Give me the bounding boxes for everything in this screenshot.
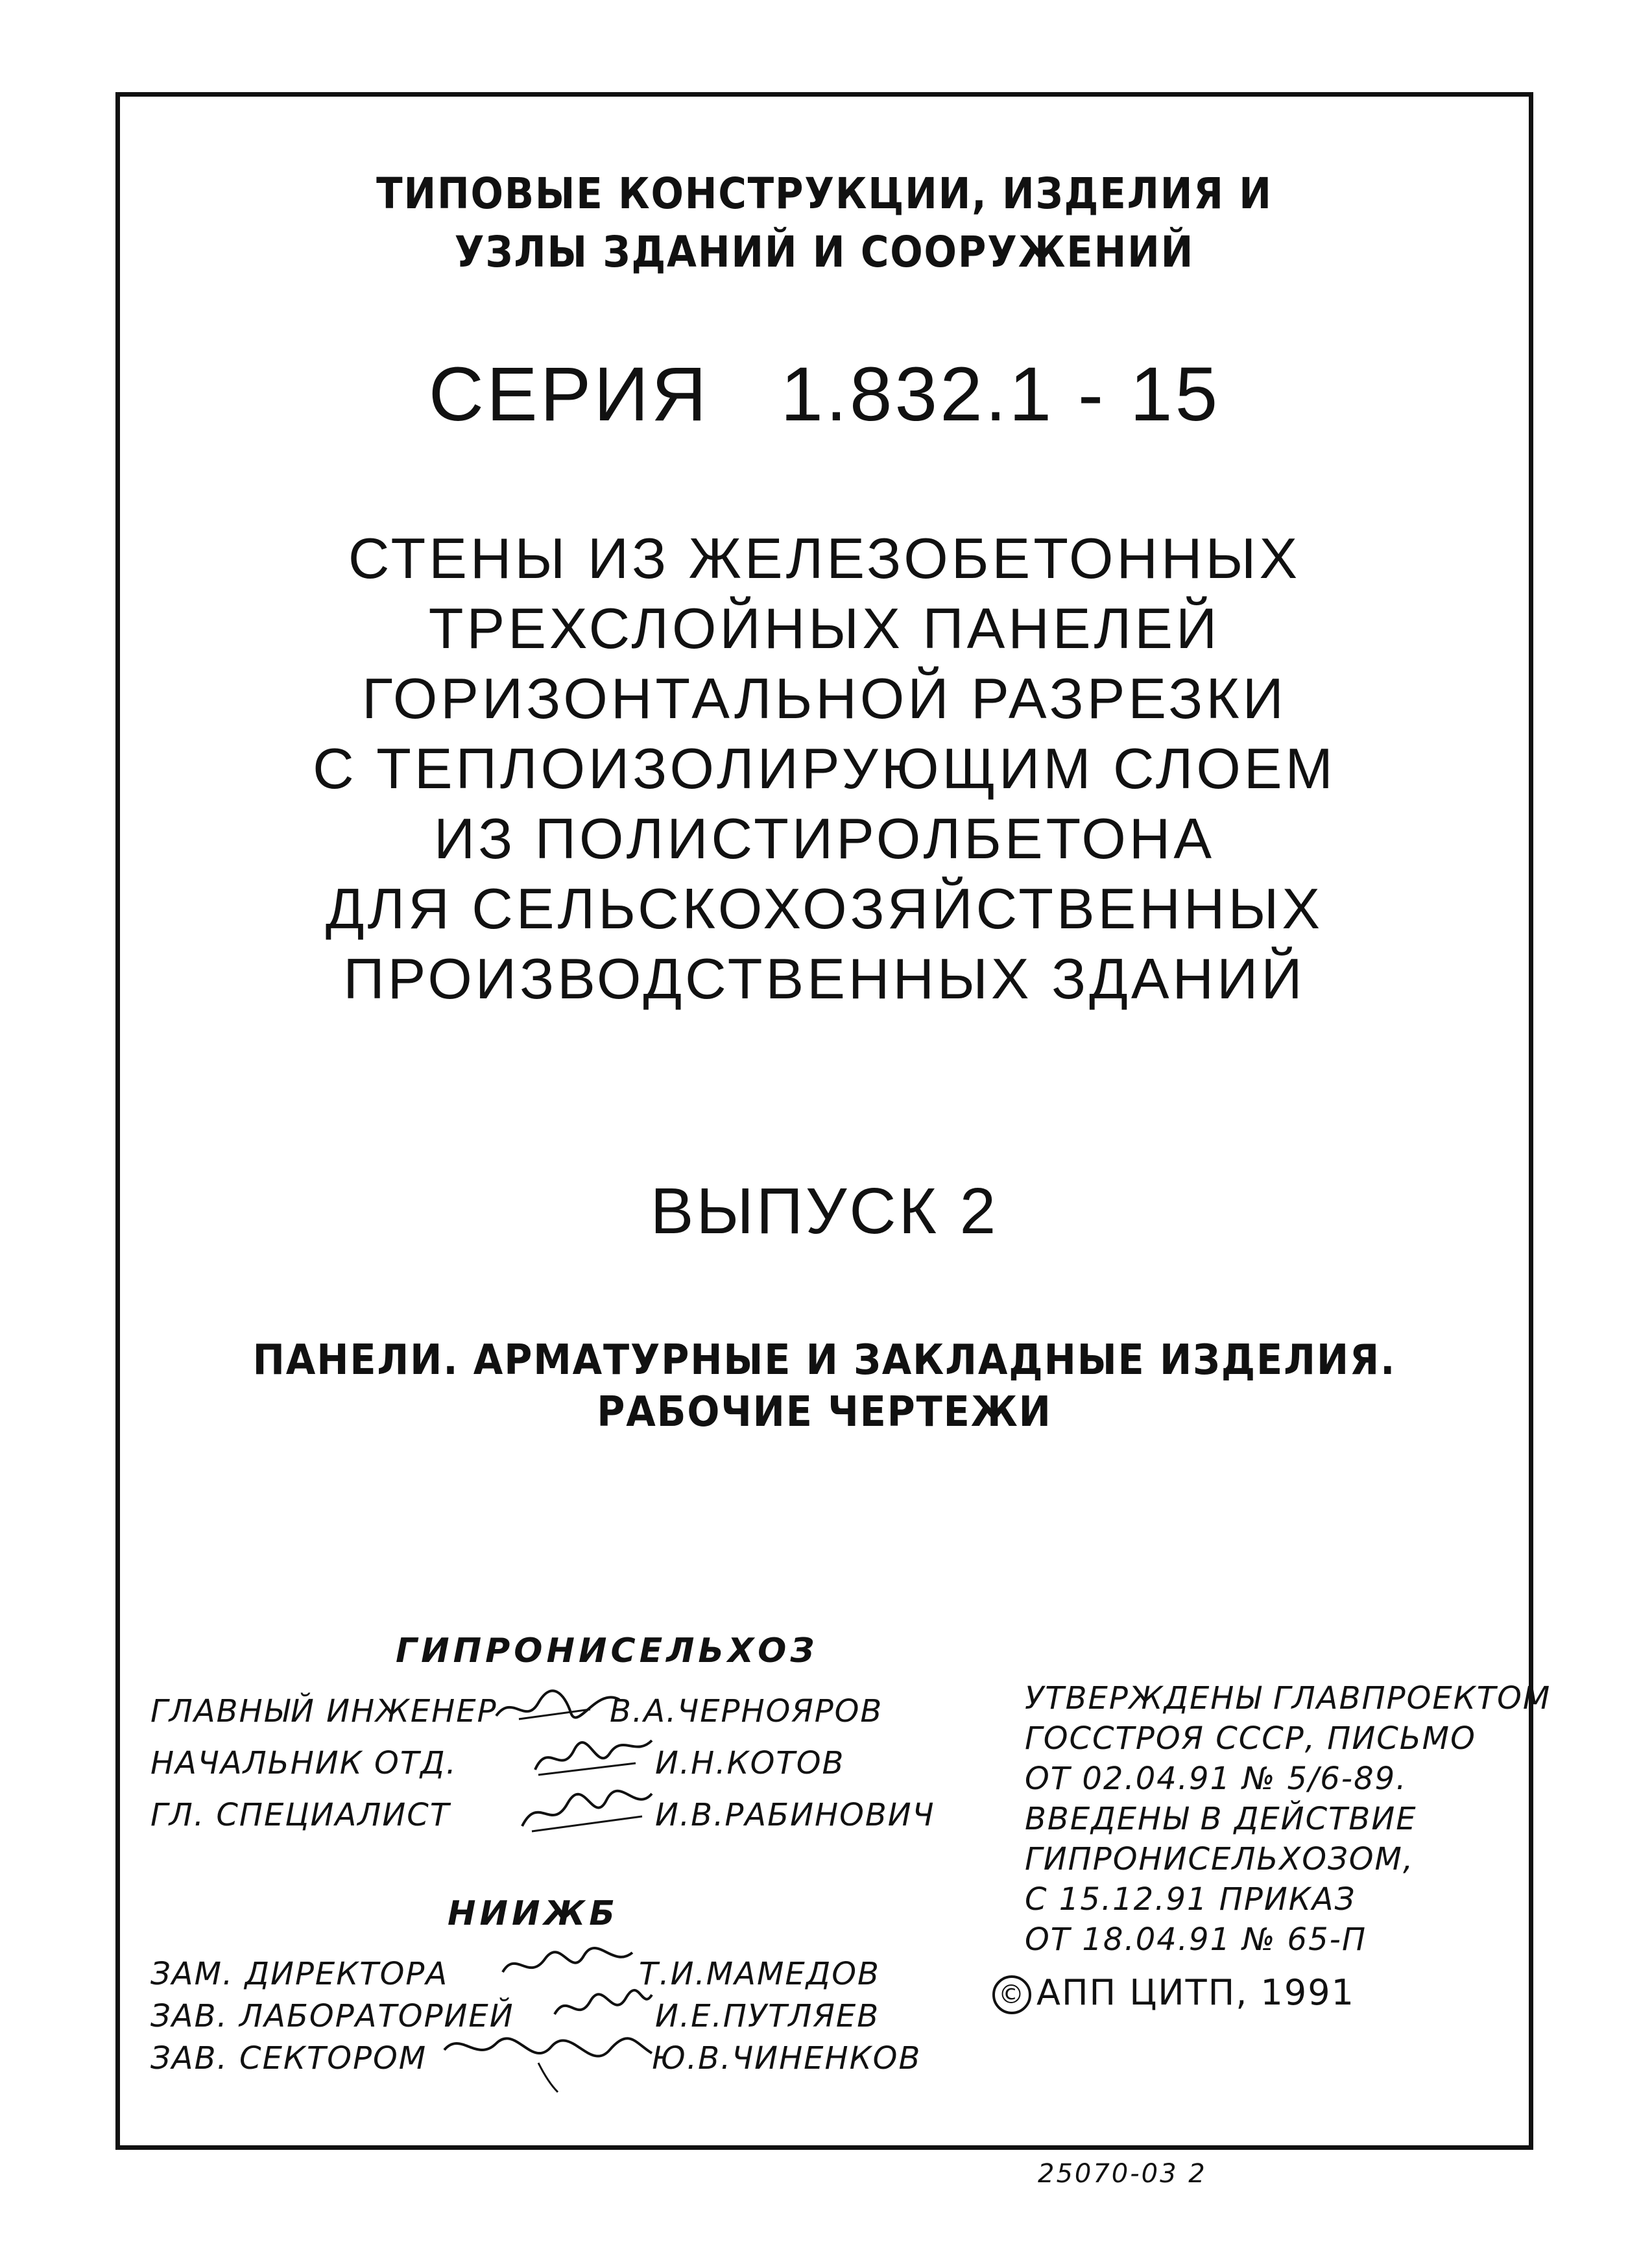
developer2-name-3: Ю.В.ЧИНЕНКОВ: [652, 2040, 922, 2077]
developer1-role-3: ГЛ. СПЕЦИАЛИСТ: [150, 1797, 451, 1833]
developer1-role-1: ГЛАВНЫЙ ИНЖЕНЕР: [150, 1693, 497, 1729]
copyright-icon: ©: [992, 1975, 1031, 2014]
header-line-2: УЗЛЫ ЗДАНИЙ И СООРУЖЕНИЙ: [454, 227, 1195, 277]
developer2-name-2: И.Е.ПУТЛЯЕВ: [655, 1998, 880, 2034]
title-line-4: С ТЕПЛОИЗОЛИРУЮЩИМ СЛОЕМ: [313, 736, 1336, 801]
signature-icon: [532, 1731, 655, 1783]
approval-line-5: ГИПРОНИСЕЛЬХОЗОМ,: [1025, 1841, 1415, 1877]
developer2-name-1: Т.И.МАМЕДОВ: [639, 1956, 880, 1992]
developer1-role-2: НАЧАЛЬНИК ОТД.: [150, 1745, 457, 1781]
developer2-role-2: ЗАВ. ЛАБОРАТОРИЕЙ: [150, 1998, 514, 2034]
copyright-notice: [992, 1972, 1355, 2014]
title-line-7: ПРОИЗВОДСТВЕННЫХ ЗДАНИЙ: [343, 946, 1306, 1011]
approval-line-7: ОТ 18.04.91 № 65-П: [1025, 1921, 1367, 1958]
developer1-name-2: И.Н.КОТОВ: [655, 1745, 845, 1781]
approval-line-6: С 15.12.91 ПРИКАЗ: [1025, 1881, 1356, 1918]
title-line-3: ГОРИЗОНТАЛЬНОЙ РАЗРЕЗКИ: [362, 666, 1287, 730]
signature-icon: [499, 1940, 636, 1992]
developer1-org: ГИПРОНИСЕЛЬХОЗ: [396, 1632, 819, 1670]
issue-label: ВЫПУСК 2: [650, 1175, 999, 1247]
approval-line-3: ОТ 02.04.91 № 5/6-89.: [1025, 1761, 1407, 1797]
inventory-number: 25070-03 2: [1038, 2159, 1207, 2189]
signature-icon: [519, 1781, 655, 1839]
subtitle-line-1: ПАНЕЛИ. АРМАТУРНЫЕ И ЗАКЛАДНЫЕ ИЗДЕЛИЯ.: [252, 1336, 1396, 1384]
header-line-1: ТИПОВЫЕ КОНСТРУКЦИИ, ИЗДЕЛИЯ И: [376, 169, 1273, 219]
series-number: 1.832.1 - 15: [780, 352, 1221, 437]
approval-line-4: ВВЕДЕНЫ В ДЕЙСТВИЕ: [1025, 1801, 1417, 1837]
series-designation: [115, 350, 1533, 439]
signature-icon: [493, 1680, 623, 1732]
developer1-name-3: И.В.РАБИНОВИЧ: [655, 1797, 935, 1833]
title-line-5: ИЗ ПОЛИСТИРОЛБЕТОНА: [433, 806, 1215, 871]
title-line-2: ТРЕХСЛОЙНЫХ ПАНЕЛЕЙ: [428, 596, 1221, 660]
developer1-name-1: В.А.ЧЕРНОЯРОВ: [610, 1693, 883, 1729]
subtitle-line-2: РАБОЧИЕ ЧЕРТЕЖИ: [597, 1388, 1052, 1436]
series-label: СЕРИЯ: [428, 352, 710, 437]
developer2-org: НИИЖБ: [448, 1894, 619, 1933]
approval-line-1: УТВЕРЖДЕНЫ ГЛАВПРОЕКТОМ: [1025, 1680, 1551, 1716]
title-line-6: ДЛЯ СЕЛЬСКОХОЗЯЙСТВЕННЫХ: [325, 876, 1324, 941]
approval-line-2: ГОССТРОЯ СССР, ПИСЬМО: [1025, 1720, 1476, 1757]
title-line-1: СТЕНЫ ИЗ ЖЕЛЕЗОБЕТОННЫХ: [348, 526, 1301, 590]
copyright-text: АПП ЦИТП, 1991: [1036, 1972, 1355, 2013]
signature-icon: [441, 2024, 655, 2095]
developer2-role-3: ЗАВ. СЕКТОРОМ: [150, 2040, 427, 2077]
developer2-role-1: ЗАМ. ДИРЕКТОРА: [150, 1956, 449, 1992]
